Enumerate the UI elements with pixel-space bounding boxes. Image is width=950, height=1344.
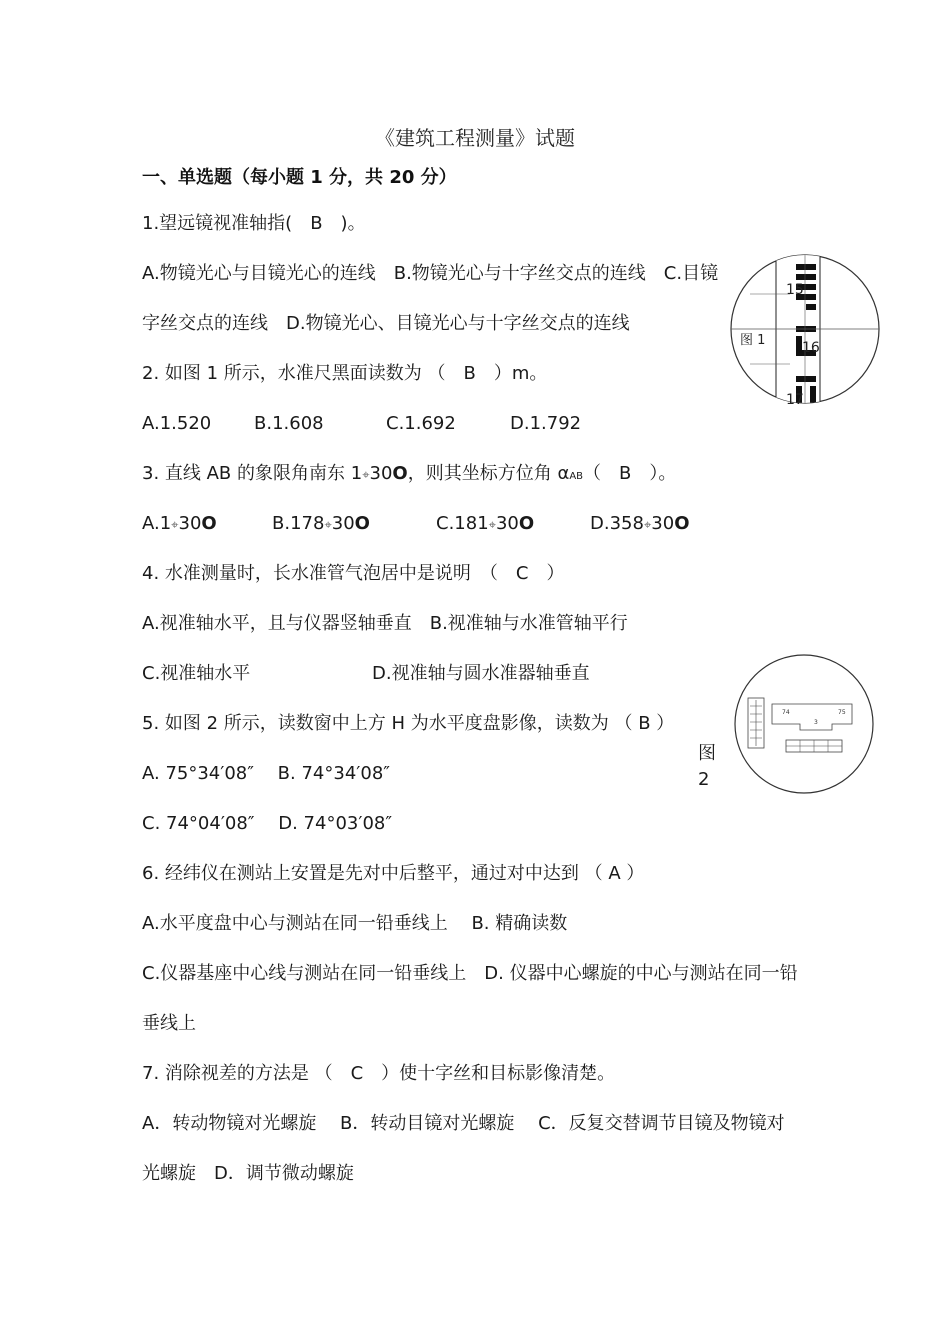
circle-mark-icon: O — [354, 513, 370, 534]
circle-mark-icon: O — [674, 513, 690, 534]
q6-options-line1: A.水平度盘中心与测站在同一铅垂线上 B. 精确读数 — [142, 913, 568, 934]
fig2-label-top: 图 — [698, 743, 716, 764]
fig1-tick-17: 17 — [786, 392, 804, 404]
degree-mark-icon: ⌖ — [362, 468, 370, 483]
q6-stem: 6. 经纬仪在测站上安置是先对中后整平，通过对中达到 （ A ） — [142, 863, 645, 884]
q3-text-after: ，则其坐标方位角 α — [407, 463, 570, 484]
q6-options-line3: 垂线上 — [142, 1013, 196, 1034]
q3-minutes: 30 — [369, 463, 393, 484]
q5-stem: 5. 如图 2 所示，读数窗中上方 H 为水平度盘影像，读数为 （ B ） — [142, 713, 675, 734]
q1-options-line1: A.物镜光心与目镜光心的连线 B.物镜光心与十字丝交点的连线 C.目镜 — [142, 263, 719, 284]
figure-1-leveling-staff — [730, 254, 880, 404]
q3-option-b: B.178⌖30O — [272, 513, 370, 534]
q4-option-d: D.视准轴与圆水准器轴垂直 — [372, 663, 590, 684]
page-title: 《建筑工程测量》试题 — [375, 126, 575, 150]
q1-stem: 1.望远镜视准轴指( B )。 — [142, 213, 366, 234]
fig1-label: 图 1 — [740, 333, 766, 348]
circle-mark-icon: O — [392, 463, 408, 484]
q2-stem: 2. 如图 1 所示，水准尺黑面读数为 （ B ）m。 — [142, 363, 548, 384]
q4-stem: 4. 水准测量时，长水准管气泡居中是说明 （ C ） — [142, 563, 565, 584]
degree-mark-icon: ⌖ — [171, 518, 179, 533]
q3-subscript: AB — [569, 471, 584, 482]
fig1-tick-15: 15 — [786, 282, 804, 298]
q4-options-line1: A.视准轴水平，且与仪器竖轴垂直 B.视准轴与水准管轴平行 — [142, 613, 628, 634]
q1-options-line2: 字丝交点的连线 D.物镜光心、目镜光心与十字丝交点的连线 — [142, 313, 630, 334]
q2-option-a: A.1.520 — [142, 413, 212, 434]
q5-options-line1: A. 75°34′08″ B. 74°34′08″ — [142, 763, 391, 784]
fig2-mark-74: 74 — [782, 709, 790, 716]
figure-2-reading-window — [734, 654, 874, 794]
degree-mark-icon: ⌖ — [324, 518, 332, 533]
circle-mark-icon: O — [518, 513, 535, 534]
q2-option-b: B.1.608 — [254, 413, 324, 434]
q7-stem: 7. 消除视差的方法是 （ C ）使十字丝和目标影像清楚。 — [142, 1063, 616, 1084]
degree-mark-icon: ⌖ — [488, 518, 496, 533]
q3-option-d: D.358⌖30O — [590, 513, 690, 534]
fig2-label-bottom: 2 — [698, 769, 710, 790]
circle-mark-icon: O — [201, 513, 217, 534]
fig2-mark-3: 3 — [814, 719, 818, 726]
q3-stem — [142, 462, 676, 489]
q7-options-line1: A．转动物镜对光螺旋 B．转动目镜对光螺旋 C．反复交替调节目镜及物镜对 — [142, 1113, 785, 1134]
q6-options-line2: C.仪器基座中心线与测站在同一铅垂线上 D. 仪器中心螺旋的中心与测站在同一铅 — [142, 963, 798, 984]
fig1-tick-16: 16 — [802, 340, 820, 356]
section-heading: 一、单选题（每小题 1 分，共 20 分） — [142, 167, 457, 188]
fig2-mark-75: 75 — [838, 709, 846, 716]
q2-options — [142, 412, 581, 436]
q5-options-line2: C. 74°04′08″ D. 74°03′08″ — [142, 813, 393, 834]
q2-option-c: C.1.692 — [386, 413, 456, 434]
q3-option-a: A.1⌖30O — [142, 513, 217, 534]
q3-answer: （ B ）。 — [583, 463, 677, 484]
q3-options — [142, 512, 690, 538]
q3-text-before: 3. 直线 AB 的象限角南东 1 — [142, 463, 363, 484]
degree-mark-icon: ⌖ — [643, 518, 652, 533]
q2-option-d: D.1.792 — [510, 413, 582, 434]
q3-option-c: C.181⌖30O — [436, 513, 535, 534]
q4-option-c: C.视准轴水平 — [142, 663, 251, 684]
q7-options-line2: 光螺旋 D．调节微动螺旋 — [142, 1163, 354, 1184]
